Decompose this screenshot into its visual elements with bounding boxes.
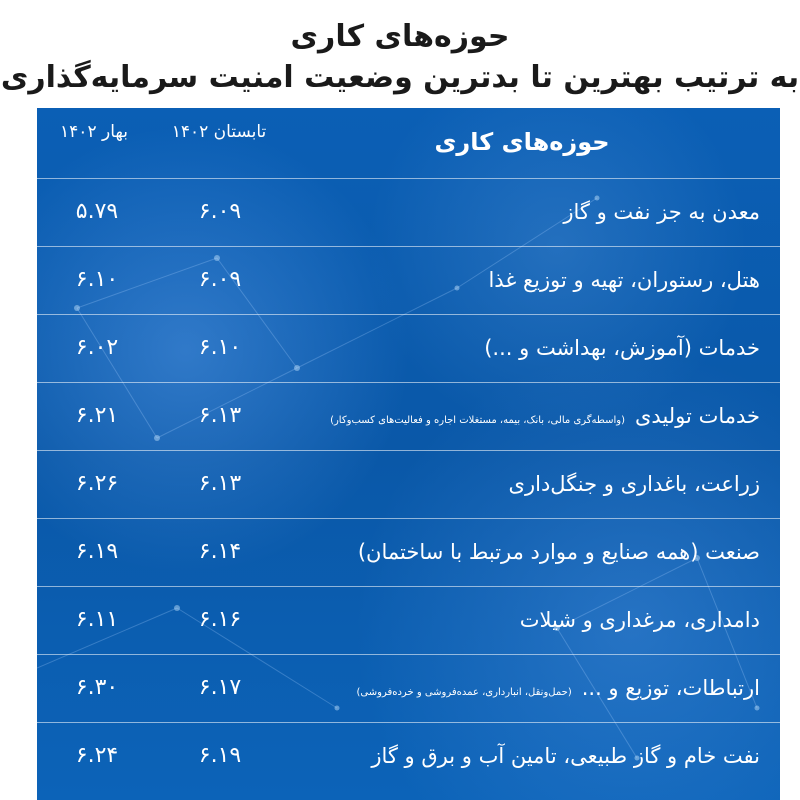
sector-label bbox=[358, 535, 760, 569]
sector-label bbox=[357, 671, 761, 705]
table-row bbox=[37, 723, 780, 790]
sector-name: صنعت (همه صنایع و موارد مرتبط با ساختمان) bbox=[357, 540, 760, 564]
sector-name: خدمات (آموزش، بهداشت و ...) bbox=[484, 336, 760, 360]
summer-value: ۶.۱۴ bbox=[198, 539, 242, 564]
sector-name: نفت خام و گاز طبیعی، تامین آب و برق و گاز bbox=[371, 744, 760, 768]
summer-value: ۶.۱۹ bbox=[198, 743, 242, 768]
data-table-panel bbox=[37, 108, 780, 800]
spring-value: ۶.۲۱ bbox=[75, 403, 119, 428]
table-row bbox=[37, 587, 780, 654]
spring-value: ۶.۲۴ bbox=[75, 743, 119, 768]
page-subtitle: به ترتیب بهترین تا بدترین وضعیت امنیت سرمایه‌گذاری bbox=[0, 60, 800, 95]
spring-value: ۶.۱۹ bbox=[75, 539, 119, 564]
spring-value: ۶.۳۰ bbox=[75, 675, 119, 700]
spring-value: ۵.۷۹ bbox=[75, 199, 119, 224]
summer-value: ۶.۱۷ bbox=[198, 675, 242, 700]
sector-name: دامداری، مرغداری و شیلات bbox=[519, 608, 760, 632]
summer-value: ۶.۱۳ bbox=[198, 471, 242, 496]
sector-label bbox=[563, 195, 760, 229]
table-row bbox=[37, 179, 780, 246]
summer-value: ۶.۰۹ bbox=[198, 199, 242, 224]
sector-label bbox=[371, 739, 760, 773]
sector-label bbox=[330, 399, 760, 433]
table-row bbox=[37, 451, 780, 518]
column-header-sector: حوزه‌های کاری bbox=[434, 128, 610, 156]
sector-label bbox=[488, 263, 760, 297]
sector-label bbox=[520, 603, 760, 637]
spring-value: ۶.۱۰ bbox=[75, 267, 119, 292]
sector-note: (واسطه‌گری مالی، بانک، بیمه، مستغلات اجاره و فعالیت‌های کسب‌وکار) bbox=[330, 415, 625, 426]
sector-name: زراعت، باغداری و جنگل‌داری bbox=[508, 472, 760, 496]
title-block bbox=[0, 0, 800, 108]
summer-value: ۶.۰۹ bbox=[198, 267, 242, 292]
sector-label bbox=[484, 331, 760, 365]
sector-name: ارتباطات، توزیع و ... bbox=[581, 676, 760, 700]
page-title: حوزه‌های کاری bbox=[290, 19, 510, 54]
summer-value: ۶.۱۶ bbox=[198, 607, 242, 632]
sector-name: خدمات تولیدی bbox=[635, 404, 760, 428]
spring-value: ۶.۰۲ bbox=[75, 335, 119, 360]
summer-value: ۶.۱۰ bbox=[198, 335, 242, 360]
column-header-summer: تابستان ۱۴۰۲ bbox=[171, 122, 267, 142]
spring-value: ۶.۱۱ bbox=[75, 607, 119, 632]
sector-name: هتل، رستوران، تهیه و توزیع غذا bbox=[488, 268, 760, 292]
sector-name: معدن به جز نفت و گاز bbox=[563, 200, 760, 224]
summer-value: ۶.۱۳ bbox=[198, 403, 242, 428]
table-row bbox=[37, 315, 780, 382]
table-row bbox=[37, 383, 780, 450]
table-row bbox=[37, 247, 780, 314]
sector-note: (حمل‌ونقل، انبارداری، عمده‌فروشی و خرده‌فروشی) bbox=[356, 687, 572, 698]
sector-label bbox=[509, 467, 760, 501]
table-header bbox=[37, 108, 780, 178]
table-row bbox=[37, 519, 780, 586]
spring-value: ۶.۲۶ bbox=[75, 471, 119, 496]
table-row bbox=[37, 655, 780, 722]
column-header-spring: بهار ۱۴۰۲ bbox=[60, 122, 128, 142]
